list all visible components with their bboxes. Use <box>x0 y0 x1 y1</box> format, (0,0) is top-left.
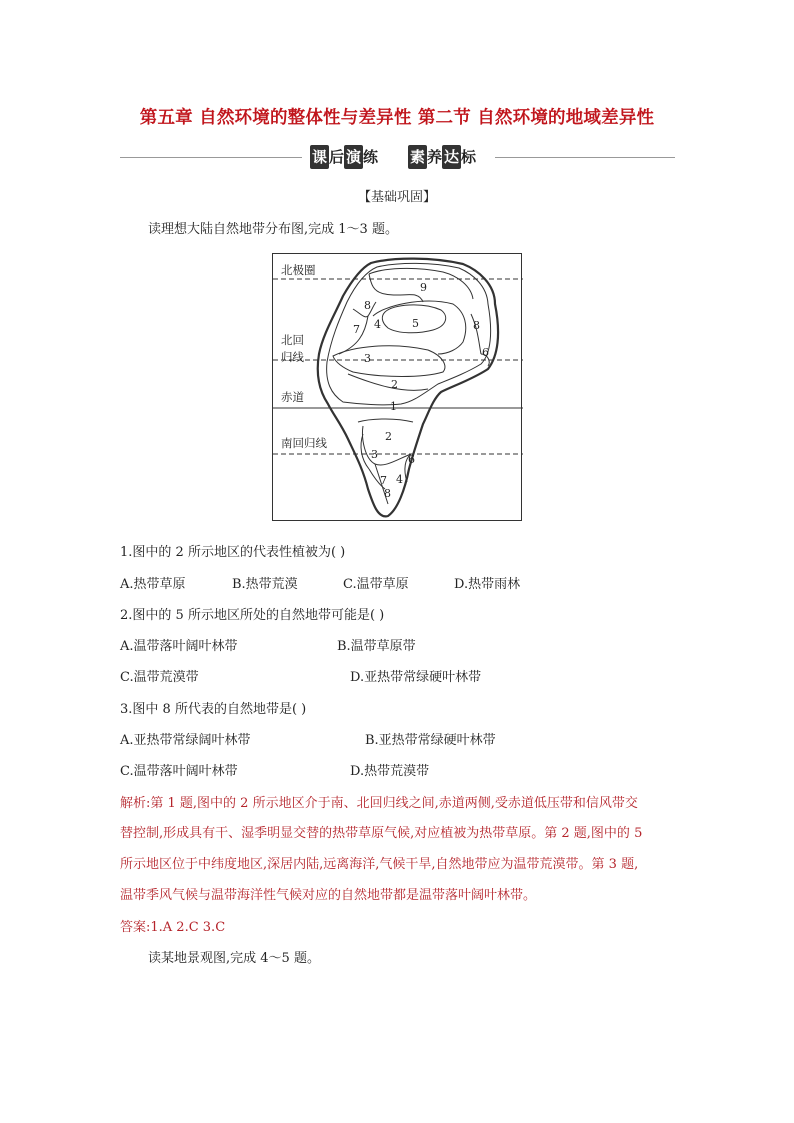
question-2-option-a: A.温带落叶阔叶林带 <box>120 639 238 654</box>
tropic-cancer-label-2: 归线 <box>281 350 304 364</box>
zone-number: 8 <box>384 487 391 500</box>
zone-number: 3 <box>364 352 371 365</box>
banner-divider-right <box>495 157 675 158</box>
zone-number: 9 <box>420 281 427 294</box>
analysis-line-1: 解析:第 1 题,图中的 2 所示地区介于南、北回归线之间,赤道两侧,受赤道低压带和信风带交 <box>120 796 638 811</box>
question-1-option-b: B.热带荒漠 <box>232 577 298 592</box>
zone-number: 7 <box>380 474 387 487</box>
zone-number: 1 <box>390 400 397 413</box>
banner-after-class-practice: 课 后 演 练 <box>310 145 378 169</box>
question-2-option-b: B.温带草原带 <box>337 639 416 654</box>
intro-text-1: 读理想大陆自然地带分布图,完成 1～3 题。 <box>148 222 398 237</box>
banner-divider-left <box>120 157 302 158</box>
continent-outline <box>318 259 498 517</box>
analysis-line-3: 所示地区位于中纬度地区,深居内陆,远离海洋,气候干旱,自然地带应为温带荒漠带。第 3 题, <box>120 857 639 872</box>
boundary-3-south <box>361 434 369 469</box>
zone-number: 5 <box>412 317 419 330</box>
zone-number: 2 <box>385 430 392 443</box>
ideal-continent-map <box>272 253 522 521</box>
question-1-option-a: A.热带草原 <box>120 577 186 592</box>
question-3-stem: 3.图中 8 所代表的自然地带是( ) <box>120 702 307 717</box>
question-2-option-d: D.亚热带常绿硬叶林带 <box>350 670 482 685</box>
tropic-capricorn-label: 南回归线 <box>281 436 327 450</box>
equator-label: 赤道 <box>281 390 304 404</box>
question-3-option-a: A.亚热带常绿阔叶林带 <box>120 733 251 748</box>
boundary-1-south <box>358 419 413 422</box>
answer-line: 答案:1.A 2.C 3.C <box>120 920 226 935</box>
zone-number: 4 <box>396 473 403 486</box>
zone-number: 2 <box>391 378 398 391</box>
intro-text-2: 读某地景观图,完成 4～5 题。 <box>148 951 320 966</box>
question-3-option-c: C.温带落叶阔叶林带 <box>120 764 238 779</box>
question-3-option-d: D.热带荒漠带 <box>350 764 430 779</box>
zone-number: 7 <box>353 323 360 336</box>
boundary-8-west <box>369 274 423 302</box>
question-2-option-c: C.温带荒漠带 <box>120 670 199 685</box>
zone-3-outline <box>333 346 445 377</box>
zone-number: 4 <box>374 318 381 331</box>
tropic-cancer-label-1: 北回 <box>281 333 304 347</box>
question-3-option-b: B.亚热带常绿硬叶林带 <box>365 733 496 748</box>
analysis-line-2: 替控制,形成具有干、湿季明显交替的热带草原气候,对应植被为热带草原。第 2 题,图中的 5 <box>120 826 643 841</box>
page-title: 第五章 自然环境的整体性与差异性 第二节 自然环境的地域差异性 <box>139 108 655 128</box>
question-1-stem: 1.图中的 2 所示地区的代表性植被为( ) <box>120 545 346 560</box>
banner-literacy-target: 素 养 达 标 <box>408 145 476 169</box>
section-banner <box>120 145 675 171</box>
analysis-line-4: 温带季风气候与温带海洋性气候对应的自然地带都是温带落叶阔叶林带。 <box>120 888 537 903</box>
zone-number: 3 <box>371 448 378 461</box>
question-2-stem: 2.图中的 5 所示地区所处的自然地带可能是( ) <box>120 608 385 623</box>
zone-number: 6 <box>408 453 415 466</box>
zone-number: 6 <box>482 346 489 359</box>
zone-number: 8 <box>364 299 371 312</box>
question-1-option-c: C.温带草原 <box>343 577 409 592</box>
question-1-option-d: D.热带雨林 <box>454 577 521 592</box>
zone-number: 8 <box>473 319 480 332</box>
arctic-circle-label: 北极圈 <box>281 263 316 277</box>
section-heading: 【基础巩固】 <box>357 190 436 205</box>
